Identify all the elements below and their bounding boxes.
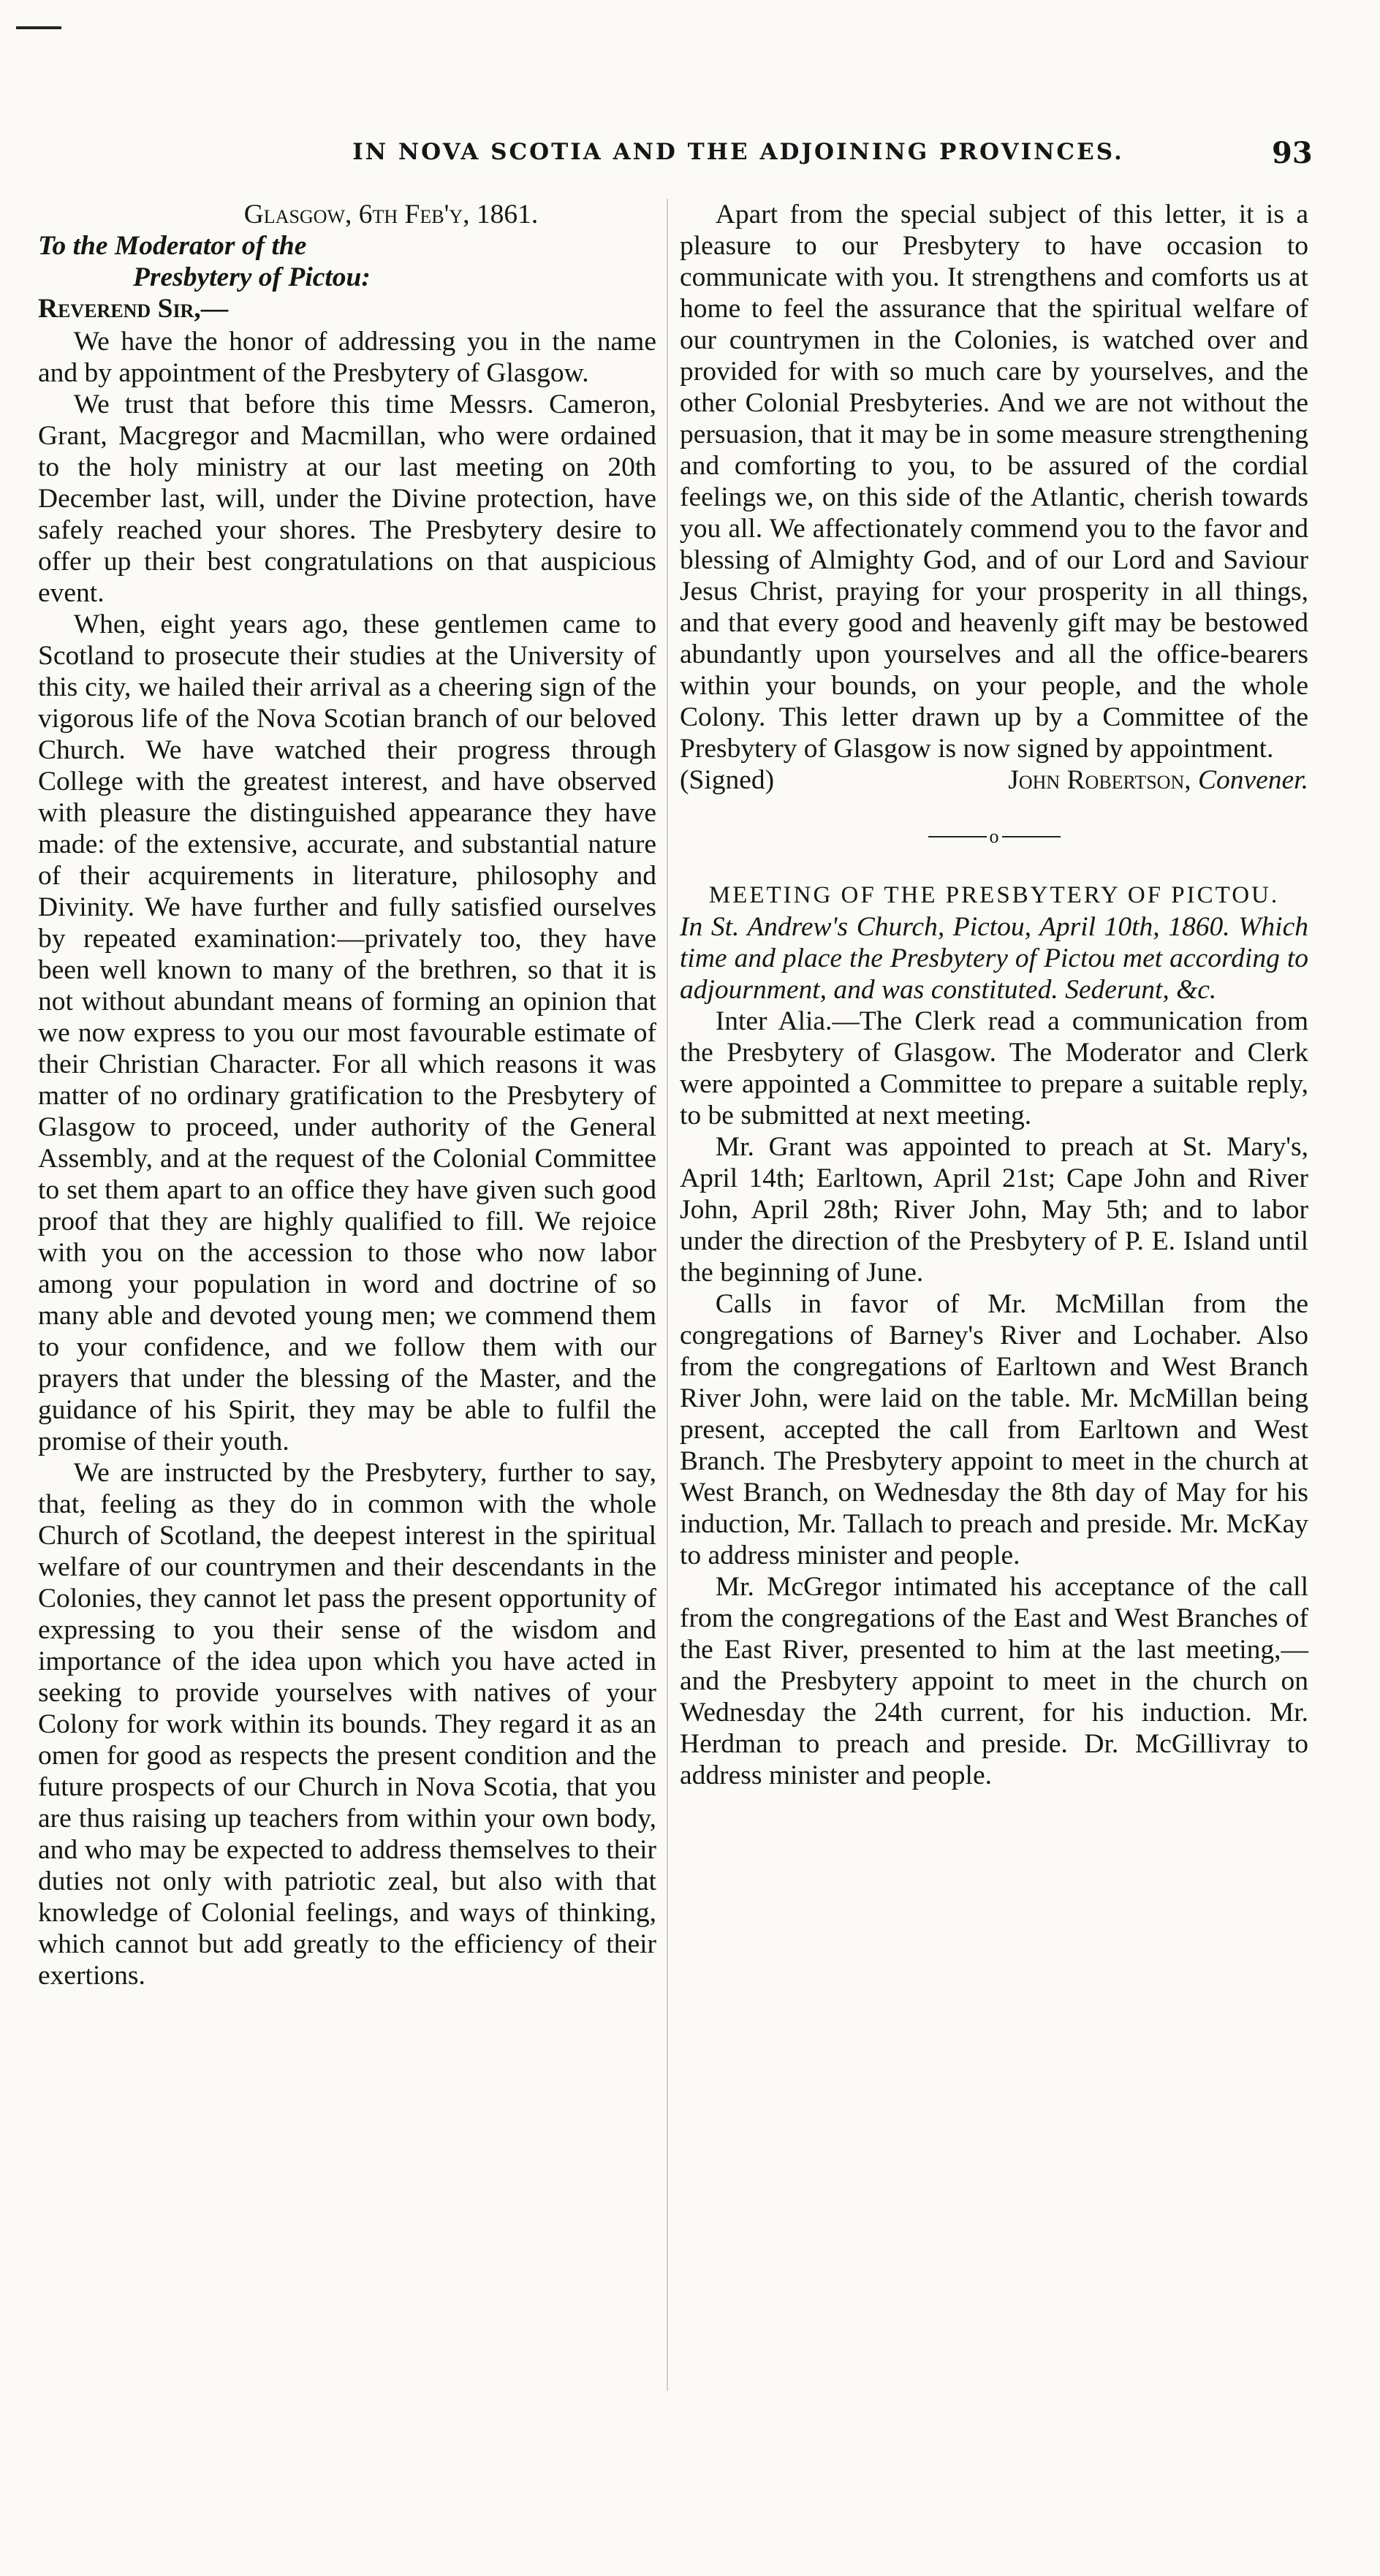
minutes-heading: MEETING OF THE PRESBYTERY OF PICTOU. <box>708 882 1280 908</box>
left-column <box>38 199 656 1991</box>
column-rule <box>667 199 668 2391</box>
letter-signature <box>680 764 1308 796</box>
letter-paragraph: We are instructed by the Presbytery, further to say, that, feeling as they do in common with the whole Church of Scotland, the deepest interest in the spiritual welfare of our countrymen and their descendants in the Colonies, they cannot let pass the present opportunity of expressing to you their sense of the wisdom and importance of the idea upon which you have acted in seeking to provide yourselves with natives of your Colony for work within its bounds. They regard it as an omen for good as respects the present condition and the future prospects of our Church in Nova Scotia, that you are thus raising up teachers from within your own body, and who may be expected to address themselves to their duties not only with patriotic zeal, but also with that knowledge of Colonial feelings, and ways of thinking, which cannot but add greatly to the efficiency of their exertions. <box>38 1458 656 1991</box>
separator-line <box>1002 836 1061 837</box>
separator-line <box>928 836 987 837</box>
running-head: IN NOVA SCOTIA AND THE ADJOINING PROVINCES. <box>352 139 1124 165</box>
minutes-heading-note: In St. Andrew's Church, Pictou, April 10th, 1860. Which time and place the Presbytery of Pictou met according to adjournment, and was constituted. Sederunt, &c. <box>680 912 1308 1005</box>
letter-dateline: Glasgow, 6th Feb'y, 1861. <box>243 200 539 229</box>
letter-address-line-1: To the Moderator of the <box>38 231 307 261</box>
signer-title: Convener. <box>1197 765 1308 795</box>
page-number: 93 <box>1272 136 1313 170</box>
minutes-paragraph: Calls in favor of Mr. McMillan from the congregations of Barney's River and Lochaber. Also from the congregations of Earltown and West Branch River John, were laid on the table. Mr. McMillan being present, accepted the call from Earltown and West Branch. The Presbytery appoint to meet in the church at West Branch, on Wednesday the 8th day of May for his induction, Mr. Tallach to preach and preside. Mr. McKay to address minister and people. <box>680 1289 1308 1570</box>
letter-paragraph: We trust that before this time Messrs. Cameron, Grant, Macgregor and Macmillan, who were ordained to the holy ministry at our last meeting on 20th December last, will, under the Divine protection, have safely reached your shores. The Presbytery desire to offer up their best congratulations on that auspicious event. <box>38 390 656 608</box>
right-column <box>680 199 1308 1791</box>
minutes-paragraph: Mr. McGregor intimated his acceptance of the call from the congregations of the East and West Branches of the East River, presented to him at the last meeting,—and the Presbytery appoint to meet in the church on Wednesday the 24th current, for his induction. Mr. Herdman to preach and preside. Dr. McGillivray to address minister and people. <box>680 1572 1308 1790</box>
section-separator <box>680 821 1308 852</box>
minutes-paragraph: Mr. Grant was appointed to preach at St. Mary's, April 14th; Earltown, April 21st; Cape John and River John, April 28th; River John, May 5th; and to labor under the direction of the Presbytery of P. E. Island until the beginning of June. <box>680 1132 1308 1288</box>
letter-paragraph: When, eight years ago, these gentlemen came to Scotland to prosecute their studies at the University of this city, we hailed their arrival as a cheering sign of the vigorous life of the Nova Scotian branch of our beloved Church. We have watched their progress through College with the greatest interest, and have observed with pleasure the distinguished appearance they have made: of the extensive, accurate, and substantial nature of their acquirements in literature, philosophy and Divinity. We have further and fully satisfied ourselves by repeated examination:—privately too, they have been well known to many of the brethren, so that it is not without abundant means of forming an opinion that we now express to you our most favourable estimate of their Christian Character. For all which reasons it was matter of no ordinary gratification to the Presbytery of Glasgow to proceed, under authority of the General Assembly, and at the request of the Colonial Committee to set them apart to an office they have given such good proof that they are highly qualified to fill. We rejoice with you on the accession to those who now labor among your population in word and doctrine of so many able and devoted young men; we commend them to your confidence, and we follow them with our prayers that under the blessing of the Master, and the guidance of his Spirit, they may be able to fulfil the promise of their youth. <box>38 609 656 1456</box>
letter-address-line-2: Presbytery of Pictou: <box>133 262 371 292</box>
signed-label: (Signed) <box>680 765 775 795</box>
separator-ornament: o <box>989 826 999 847</box>
corner-dash <box>16 26 61 29</box>
letter-salutation: Reverend Sir,— <box>38 294 229 324</box>
signer-name: John Robertson, <box>1008 765 1191 795</box>
letter-paragraph: Apart from the special subject of this letter, it is a pleasure to our Presbytery to have occasion to communicate with you. It strengthens and comforts us at home to feel the assurance that the spiritual welfare of our countrymen in the Colonies, is watched over and provided for with so much care by yourselves, and the other Colonial Presbyteries. And we are not without the persuasion, that it may be in some measure strengthening and comforting to you, to be assured of the cordial feelings we, on this side of the Atlantic, cherish towards you all. We affectionately commend you to the favor and blessing of Almighty God, and of our Lord and Saviour Jesus Christ, praying for your prosperity in all things, and that every good and heavenly gift may be bestowed abundantly upon yourselves and all the office-bearers within your bounds, on your people, and the whole Colony. This letter drawn up by a Committee of the Presbytery of Glasgow is now signed by appointment. <box>680 200 1308 764</box>
letter-paragraph: We have the honor of addressing you in the name and by appointment of the Presbytery of Glasgow. <box>38 327 656 388</box>
minutes-paragraph: Inter Alia.—The Clerk read a communication from the Presbytery of Glasgow. The Moderator and Clerk were appointed a Committee to prepare a suitable reply, to be submitted at next meeting. <box>680 1006 1308 1131</box>
